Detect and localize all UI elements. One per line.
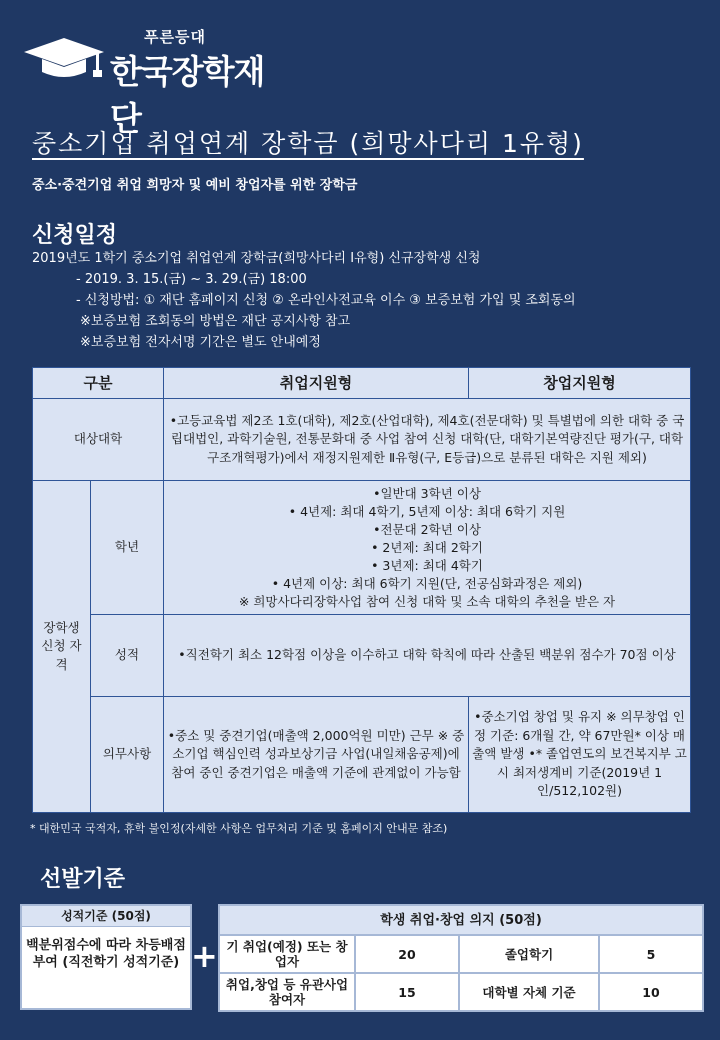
graduation-cap-icon xyxy=(22,36,106,86)
university-label: 대상대학 xyxy=(33,399,164,481)
criteria-points: 5 xyxy=(599,935,703,973)
header-employment: 취업지원형 xyxy=(164,368,469,399)
schedule-heading: 신청일정 xyxy=(32,223,118,248)
duty-employment: •중소 및 중견기업(매출액 2,000억원 미만) 근무 ※ 중소기업 핵심인력 성과보상기금 사업(내일채움공제)에 참여 중인 중견기업은 매출액 기준에 관계없이 가능함 xyxy=(164,697,469,813)
header-category: 구분 xyxy=(33,368,164,399)
schedule-text xyxy=(32,248,576,353)
score-criteria-header: 성적기준 (50점) xyxy=(22,906,190,927)
duty-label: 의무사항 xyxy=(91,697,164,813)
score-text: •직전학기 최소 12학점 이상을 이수하고 대학 학칙에 따라 산출된 백분위 점수가 70점 이상 xyxy=(164,615,691,697)
selection-heading: 선발기준 xyxy=(40,867,126,892)
criteria-points: 15 xyxy=(355,973,459,1011)
page-subtitle: 중소·중견기업 취업 희망자 및 예비 창업자를 위한 장학금 xyxy=(32,178,358,193)
header-startup: 창업지원형 xyxy=(469,368,691,399)
criteria-item: 취업,창업 등 유관사업 참여자 xyxy=(219,973,355,1011)
score-criteria-body: 백분위점수에 따라 차등배점 부여 (직전학기 성적기준) xyxy=(26,938,186,970)
criteria-item: 대학별 자체 기준 xyxy=(459,973,599,1011)
criteria-item: 졸업학기 xyxy=(459,935,599,973)
will-criteria-header: 학생 취업·창업 의지 (50점) xyxy=(219,905,703,935)
qualification-label: 장학생 신청 자격 xyxy=(33,481,91,813)
score-criteria-box xyxy=(20,904,192,1010)
logo xyxy=(22,22,282,138)
duty-startup: •중소기업 창업 및 유지 ※ 의무창업 인정 기준: 6개월 간, 약 67만원* 이상 매출액 발생 •* 졸업연도의 보건복지부 고시 최저생계비 기준(2019년 1인/512,102원) xyxy=(469,697,691,813)
schedule-line: - 2019. 3. 15.(금) ~ 3. 29.(금) 18:00 xyxy=(76,272,307,287)
grade-text: •일반대 3학년 이상 • 4년제: 최대 4학기, 5년제 이상: 최대 6학기 지원 •전문대 2학년 이상 • 2년제: 최대 2학기 • 3년제: 최대 4학기 • 4년제 이상: 최대 6학기 지원(단, 전공심화과정은 제외) ※ 희망사다리장학사업 참여 신청 대학 및 소속 대학의 추천을 받은 자 xyxy=(164,481,691,615)
eligibility-table xyxy=(32,367,691,813)
criteria-points: 10 xyxy=(599,973,703,1011)
page-title: 중소기업 취업연계 장학금 (희망사다리 1유형) xyxy=(32,129,584,158)
schedule-line: ※보증보험 전자서명 기간은 별도 안내예정 xyxy=(80,335,321,350)
will-criteria-table xyxy=(218,904,704,1012)
footnote: * 대한민국 국적자, 휴학 불인정(자세한 사항은 업무처리 기준 및 홈페이지 안내문 참조) xyxy=(30,822,448,835)
schedule-line: - 신청방법: ① 재단 홈페이지 신청 ② 온라인사전교육 이수 ③ 보증보험 가입 및 조회동의 xyxy=(76,293,576,308)
score-label: 성적 xyxy=(91,615,164,697)
criteria-points: 20 xyxy=(355,935,459,973)
grade-label: 학년 xyxy=(91,481,164,615)
logo-sub-text: 푸른등대 xyxy=(144,28,206,46)
plus-icon: + xyxy=(191,937,218,975)
schedule-line: ※보증보험 조회동의 방법은 재단 공지사항 참고 xyxy=(80,314,351,329)
logo-main-text: 한국장학재단 xyxy=(110,52,265,138)
university-text: •고등교육법 제2조 1호(대학), 제2호(산업대학), 제4호(전문대학) 및 특별법에 의한 대학 중 국립대법인, 과학기술원, 전통문화대 중 사업 참여 신청 대학(단, 대학기본역량진단 평가(구, 대학구조개혁평가)에서 재정지원제한 Ⅱ유형(구, E등급)으로 분류된 대학은 지원 제외) xyxy=(164,399,691,481)
schedule-line: 2019년도 1학기 중소기업 취업연계 장학금(희망사다리 Ⅰ유형) 신규장학생 신청 xyxy=(32,251,481,266)
criteria-item: 기 취업(예정) 또는 창업자 xyxy=(219,935,355,973)
